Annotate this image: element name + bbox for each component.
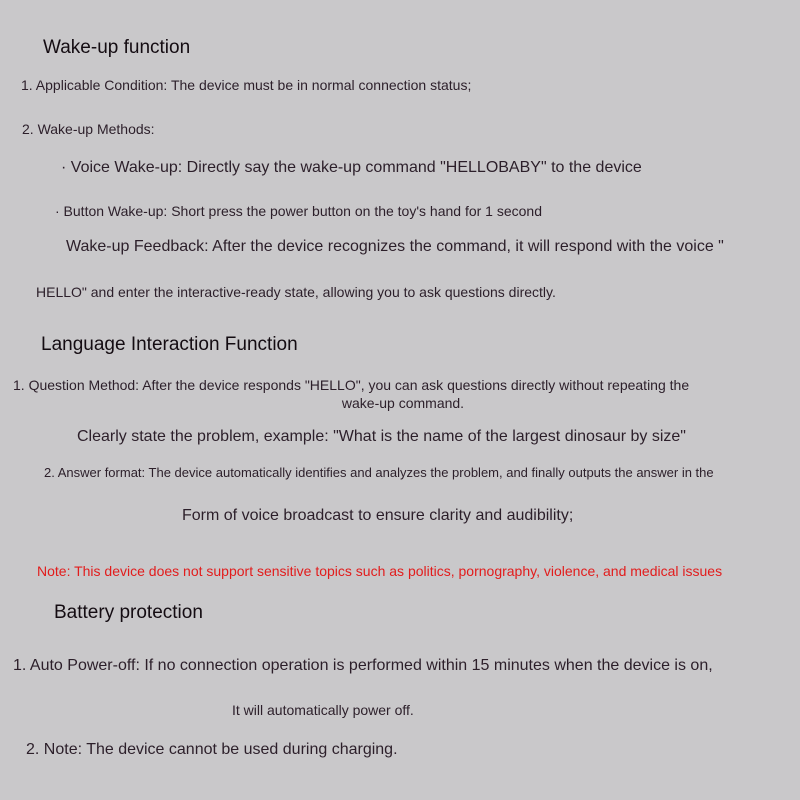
- sensitive-topics-note: Note: This device does not support sensitive topics such as politics, pornography, violence, and medical issues: [37, 563, 723, 579]
- question-example: Clearly state the problem, example: "What is the name of the largest dinosaur by size": [77, 428, 686, 445]
- wakeup-condition: 1. Applicable Condition: The device must be in normal connection status;: [21, 77, 472, 93]
- answer-format-line-1: 2. Answer format: The device automatically identifies and analyzes the problem, and finally outputs the answer in the: [44, 465, 714, 480]
- question-method-line-2: wake-up command.: [341, 395, 465, 411]
- language-heading: Language Interaction Function: [41, 334, 298, 355]
- wakeup-methods-label: 2. Wake-up Methods:: [22, 121, 155, 137]
- button-wakeup: · Button Wake-up: Short press the power button on the toy's hand for 1 second: [55, 203, 542, 219]
- auto-power-off-line-1: 1. Auto Power-off: If no connection operation is performed within 15 minutes when the device is on,: [13, 657, 713, 674]
- wakeup-feedback-line-2: HELLO" and enter the interactive-ready state, allowing you to ask questions directly.: [36, 284, 556, 300]
- wakeup-feedback-line-1: Wake-up Feedback: After the device recognizes the command, it will respond with the voice ": [66, 238, 724, 255]
- charging-note: 2. Note: The device cannot be used during charging.: [26, 741, 398, 758]
- wakeup-heading: Wake-up function: [43, 37, 191, 58]
- battery-heading: Battery protection: [54, 602, 203, 623]
- question-method-line-1: 1. Question Method: After the device responds "HELLO", you can ask questions directly without repeating the: [13, 377, 690, 393]
- auto-power-off-line-2: It will automatically power off.: [232, 702, 414, 718]
- voice-wakeup: · Voice Wake-up: Directly say the wake-up command "HELLOBABY" to the device: [61, 159, 642, 176]
- answer-format-line-2: Form of voice broadcast to ensure clarity and audibility;: [182, 507, 574, 524]
